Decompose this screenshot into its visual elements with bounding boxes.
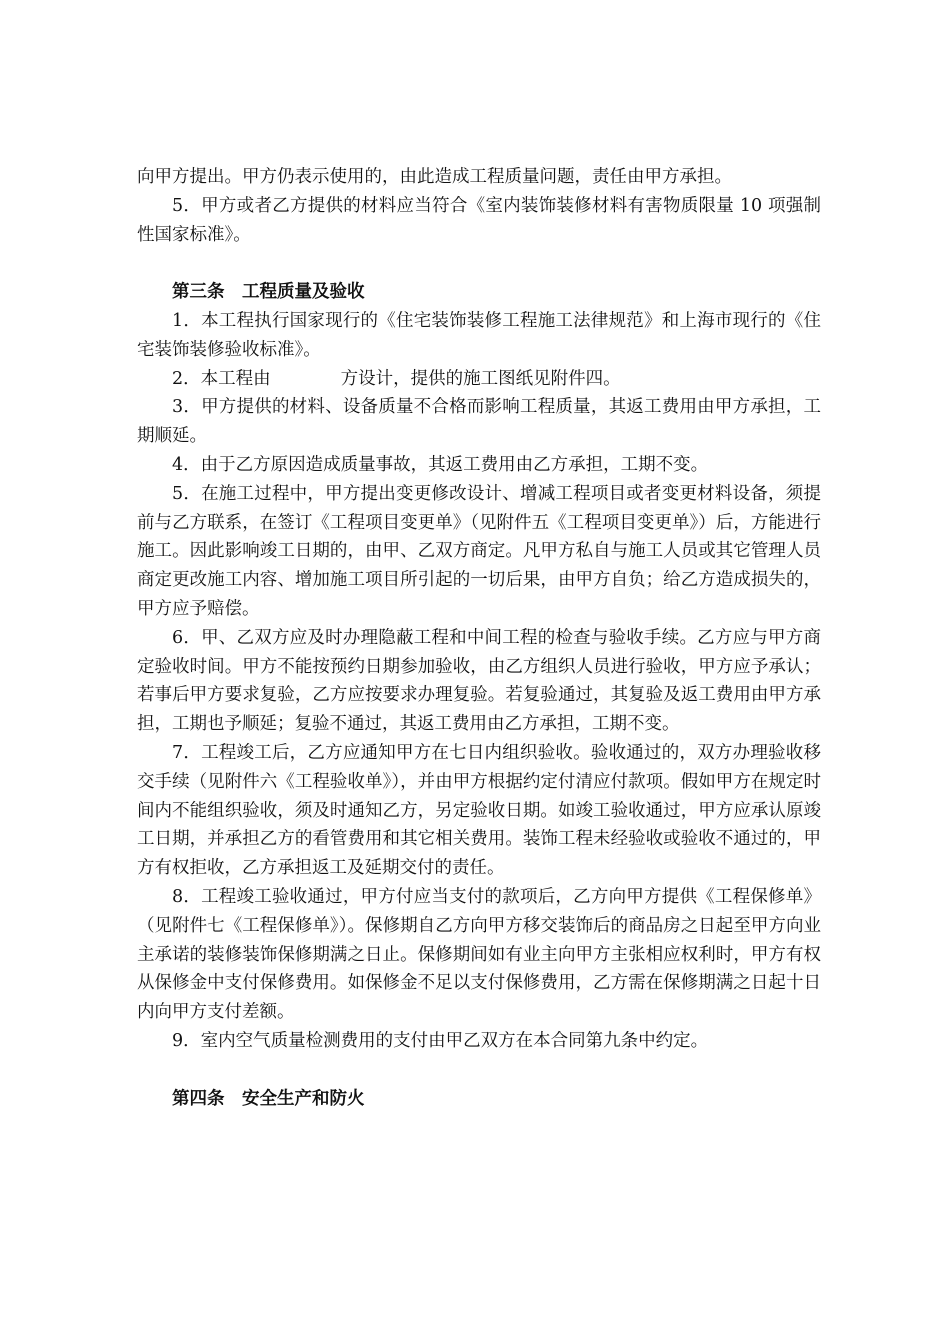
section2-item-5: 5．甲方或者乙方提供的材料应当符合《室内装饰装修材料有害物质限量 10 项强制性国家标准》。 bbox=[137, 195, 821, 245]
section3-item-8: 8．工程竣工验收通过，甲方付应当支付的款项后，乙方向甲方提供《工程保修单》（见附件七《工程保修单》）。保修期自乙方向甲方移交装饰后的商品房之日起至甲方向业主承诺的装修装饰保修期满之日止。保修期间如有业主向甲方主张相应权利时，甲方有权从保修金中支付保修费用。如保修金不足以支付保修费用，乙方需在保修期满之日起十日内向甲方支付差额。 bbox=[137, 886, 821, 1023]
section3-item-7: 7．工程竣工后，乙方应通知甲方在七日内组织验收。验收通过的，双方办理验收移交手续（见附件六《工程验收单》），并由甲方根据约定付清应付款项。假如甲方在规定时间内不能组织验收，须及时通知乙方，另定验收日期。如竣工验收通过，甲方应承认原竣工日期，并承担乙方的看管费用和其它相关费用。装饰工程未经验收或验收不通过的，甲方有权拒收，乙方承担返工及延期交付的责任。 bbox=[137, 742, 821, 879]
section3-item-2: 2．本工程由 方设计，提供的施工图纸见附件四。 bbox=[172, 368, 621, 389]
document-body bbox=[137, 163, 821, 1113]
blank-line bbox=[137, 249, 821, 278]
section3-item-4: 4．由于乙方原因造成质量事故，其返工费用由乙方承担，工期不变。 bbox=[172, 454, 709, 475]
section3-item-3: 3．甲方提供的材料、设备质量不合格而影响工程质量，其返工费用由甲方承担，工期顺延。 bbox=[137, 397, 821, 447]
continuation-paragraph: 向甲方提出。甲方仍表示使用的，由此造成工程质量问题，责任由甲方承担。 bbox=[137, 167, 732, 187]
section3-item-6: 6．甲、乙双方应及时办理隐蔽工程和中间工程的检查与验收手续。乙方应与甲方商定验收时间。甲方不能按预约日期参加验收，由乙方组织人员进行验收，甲方应予承认；若事后甲方要求复验，乙方应按要求办理复验。若复验通过，其复验及返工费用由甲方承担，工期也予顺延；复验不通过，其返工费用由乙方承担，工期不变。 bbox=[137, 627, 821, 735]
section3-item-9: 9．室内空气质量检测费用的支付由甲乙双方在本合同第九条中约定。 bbox=[172, 1030, 709, 1051]
section3-item-1: 1．本工程执行国家现行的《住宅装饰装修工程施工法律规范》和上海市现行的《住宅装饰装修验收标准》。 bbox=[137, 310, 821, 360]
section3-item-5: 5．在施工过程中，甲方提出变更修改设计、增减工程项目或者变更材料设备，须提前与乙方联系，在签订《工程项目变更单》（见附件五《工程项目变更单》）后，方能进行施工。因此影响竣工日期的，由甲、乙双方商定。凡甲方私自与施工人员或其它管理人员商定更改施工内容、增加施工项目所引起的一切后果，由甲方自负；给乙方造成损失的，甲方应予赔偿。 bbox=[137, 483, 821, 619]
section3-heading: 第三条 工程质量及验收 bbox=[172, 282, 365, 303]
section4-heading: 第四条 安全生产和防火 bbox=[172, 1088, 365, 1109]
blank-line bbox=[137, 1056, 821, 1085]
